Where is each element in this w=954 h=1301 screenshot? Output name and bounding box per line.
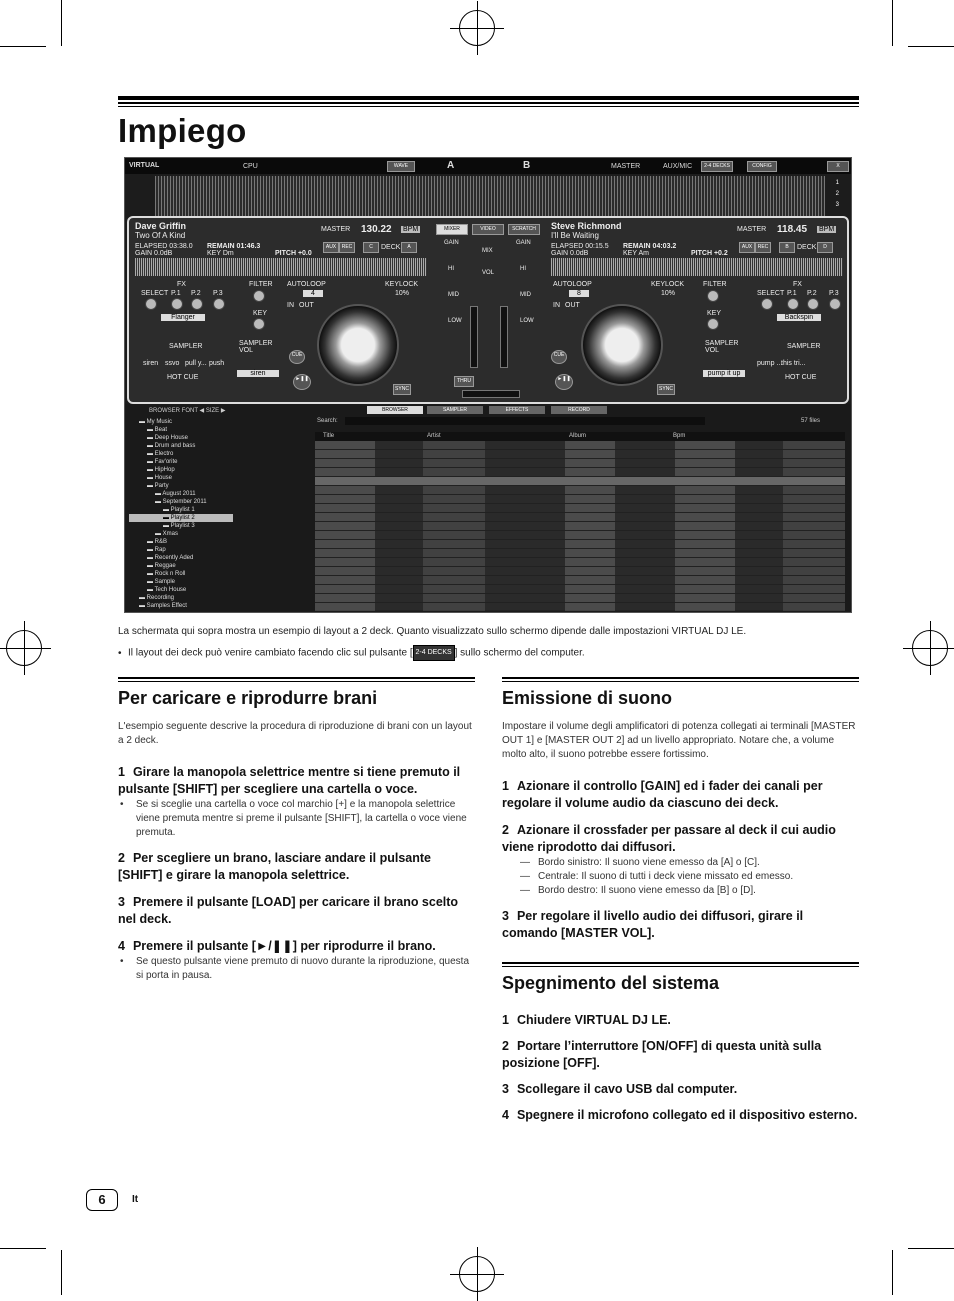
fx-effect-name: Flanger: [161, 314, 205, 321]
cpu-meter: CPU: [243, 163, 258, 170]
section-shutdown: [502, 962, 859, 1124]
table-row[interactable]: [315, 603, 845, 612]
col-title[interactable]: Title: [323, 433, 335, 439]
key-knob[interactable]: [707, 318, 719, 330]
app-logo: VIRTUAL: [129, 162, 160, 169]
table-row[interactable]: [315, 594, 845, 603]
sample-2[interactable]: ssvo: [165, 360, 180, 367]
folder-item[interactable]: ▬ Playlist 3: [163, 523, 195, 529]
gain-readout: GAIN 0.0dB: [551, 250, 589, 257]
keylock-label: KEYLOCK: [385, 281, 419, 288]
track-rows: [315, 441, 845, 613]
elapsed: ELAPSED 00:15.5: [551, 243, 609, 250]
registration-mark: [912, 630, 948, 666]
note-after: ] sullo schermo del computer.: [454, 647, 585, 659]
col-artist[interactable]: Artist: [427, 433, 441, 439]
folder-item[interactable]: ▬ Playlist 1: [163, 507, 195, 513]
master-label: MASTER: [611, 163, 641, 170]
note-before: Il layout dei deck può venire cambiato facendo clic sul pulsante [: [128, 647, 413, 659]
crossfader-center: — Centrale: Il suono di tutti i deck viene missato ed emesso.: [502, 870, 859, 884]
hi-label: HI: [520, 266, 526, 272]
deck-left-bpm: 130.22: [361, 224, 392, 235]
table-row[interactable]: [315, 567, 845, 576]
rec-button[interactable]: REC: [339, 242, 355, 253]
table-row[interactable]: [315, 612, 845, 613]
tab-video[interactable]: VIDEO: [472, 224, 504, 235]
shutdown-step-2: [502, 1038, 859, 1072]
remain: REMAIN 04:03.2: [623, 243, 677, 250]
waveform-overview: [155, 176, 825, 216]
step-number: 3: [502, 909, 509, 923]
play-pause-button[interactable]: ►❚❚: [555, 374, 573, 390]
folder-item[interactable]: ▬ Recording: [139, 595, 175, 601]
table-row[interactable]: [315, 558, 845, 567]
sampler-label: SAMPLER: [787, 343, 821, 350]
col-bpm[interactable]: Bpm: [673, 433, 686, 439]
crossfader-left: — Bordo sinistro: Il suono viene emesso da [A] o [C].: [502, 856, 859, 870]
sync-button[interactable]: SYNC: [657, 384, 675, 395]
fx-p1-label: P.1: [171, 290, 181, 297]
gain-label: GAIN: [444, 240, 459, 246]
step-number: 3: [118, 895, 125, 909]
sample-1[interactable]: siren: [143, 360, 159, 367]
remain: REMAIN 01:46.3: [207, 243, 261, 250]
crop-mark: [892, 0, 893, 46]
table-row[interactable]: [315, 513, 845, 522]
jog-wheel[interactable]: [317, 304, 399, 386]
intro-text: Impostare il volume degli amplificatori di potenza collegati ai terminali [MASTER OUT 1] e [MASTER OUT 2] ad un livello appropriato. Notare che, a volume molto alto, il suono potrebbe essere fortissimo.: [502, 721, 856, 760]
folder-item[interactable]: ▬ Xmas: [155, 531, 179, 537]
key-readout: KEY Am: [623, 250, 649, 257]
tab-mixer[interactable]: MIXER: [436, 224, 468, 235]
deck-right-track: I'll Be Waiting: [551, 231, 599, 240]
step-text: Azionare il controllo [GAIN] ed i fader dei canali per regolare il volume audio da ciascuno dei deck.: [502, 779, 823, 810]
gain-label: GAIN: [516, 240, 531, 246]
fx-p2-label: P.2: [191, 290, 201, 297]
crossfader[interactable]: [462, 390, 520, 398]
auxmic-label: AUX/MIC: [663, 163, 693, 170]
gain-readout: GAIN 0.0dB: [135, 250, 173, 257]
section-heading: Per caricare e riprodurre brani: [118, 688, 378, 708]
shutdown-step-4: [502, 1107, 859, 1124]
deck-c-button[interactable]: C: [363, 242, 379, 253]
step-number: 4: [502, 1108, 509, 1122]
deck-d-button[interactable]: D: [817, 242, 833, 253]
step-3: [502, 908, 859, 942]
table-row[interactable]: [315, 477, 845, 486]
fx-p3-label: P.3: [829, 290, 839, 297]
browser-panel: [125, 404, 851, 612]
folder-item[interactable]: ▬ September 2011: [155, 499, 207, 505]
autoloop-label: AUTOLOOP: [553, 281, 592, 288]
step-number: 1: [118, 765, 125, 779]
deck-left-track: Two Of A Kind: [135, 231, 186, 240]
crop-mark: [0, 1248, 46, 1249]
key-label: KEY: [707, 310, 722, 317]
step-4: [118, 938, 475, 955]
step-1: [118, 764, 475, 798]
step-text: Scollegare il cavo USB dal computer.: [516, 1082, 738, 1096]
step-text: Portare l’interruttore [ON/OFF] di questa unità sulla posizione [OFF].: [502, 1039, 822, 1070]
loop-length[interactable]: 4: [303, 290, 323, 297]
registration-mark: [459, 10, 495, 46]
browser-font-label: BROWSER FONT ◀ SIZE ▶: [149, 408, 226, 414]
hot-cue-label: HOT CUE: [785, 374, 817, 381]
table-row[interactable]: [315, 576, 845, 585]
step-number: 1: [502, 779, 509, 793]
virtualdj-screenshot: [124, 157, 852, 613]
step-number: 2: [502, 1039, 509, 1053]
hi-label: HI: [448, 266, 454, 272]
fx-p3-knob[interactable]: [213, 298, 225, 310]
tab-record[interactable]: RECORD: [551, 406, 607, 414]
folder-item[interactable]: ▬ Drum and bass: [147, 443, 196, 449]
crop-mark: [908, 1248, 954, 1249]
step-number: 2: [118, 851, 125, 865]
section-rule: [502, 681, 859, 682]
crossfader-right: — Bordo destro: Il suono viene emesso da [B] o [D].: [502, 884, 859, 898]
sample-2[interactable]: this tri...: [781, 360, 806, 367]
jog-wheel[interactable]: [581, 304, 663, 386]
tab-browser[interactable]: BROWSER: [367, 406, 423, 414]
fx-p2-label: P.2: [807, 290, 817, 297]
tab-scratch[interactable]: SCRATCH: [508, 224, 540, 235]
folder-item[interactable]: ▬ Electro: [147, 451, 174, 457]
table-row[interactable]: [315, 540, 845, 549]
step-text: Spegnere il microfono collegato ed il dispositivo esterno.: [516, 1108, 858, 1122]
filter-knob[interactable]: [253, 290, 265, 302]
page-title: Impiego: [118, 112, 247, 149]
section-rule: [502, 966, 859, 967]
section-heading: Emissione di suono: [502, 688, 673, 708]
fx-select-knob[interactable]: [145, 298, 157, 310]
step-2: [502, 822, 859, 856]
aux-button[interactable]: AUX: [323, 242, 339, 253]
deck-label: DECK: [797, 244, 817, 251]
deck-left-artist: Dave Griffin: [135, 221, 187, 231]
fx-label: FX: [177, 281, 186, 288]
play-pause-button[interactable]: ►❚❚: [293, 374, 311, 390]
fx-p3-knob[interactable]: [829, 298, 841, 310]
folder-item[interactable]: ▬ August 2011: [155, 491, 196, 497]
mid-label: MID: [448, 292, 459, 298]
fx-select-label: SELECT: [757, 290, 785, 297]
page-2[interactable]: 2: [835, 191, 839, 197]
thru-button[interactable]: THRU: [454, 376, 474, 387]
low-label: LOW: [448, 318, 462, 324]
pitch-range: 10%: [661, 290, 676, 297]
step-text: Azionare il crossfader per passare al deck il cui audio viene riprodotto dai diffusori.: [502, 823, 836, 854]
sample-3[interactable]: pull y...: [185, 360, 207, 367]
crop-mark: [908, 46, 954, 47]
deck-area: [127, 216, 849, 404]
vol-label: VOL: [482, 270, 495, 276]
pitch-readout: PITCH +0.0: [275, 250, 312, 257]
step-text: Per regolare il livello audio dei diffusori, girare il comando [MASTER VOL].: [502, 909, 804, 940]
deck-a-button[interactable]: A: [401, 242, 417, 253]
fx-p1-knob[interactable]: [787, 298, 799, 310]
step-3: [118, 894, 475, 928]
sampler-select[interactable]: siren: [237, 370, 279, 377]
keylock-label: KEYLOCK: [651, 281, 685, 288]
pitch-readout: PITCH +0.2: [691, 250, 728, 257]
sampler-vol-label: SAMPLER VOL: [239, 340, 273, 354]
table-row[interactable]: [315, 459, 845, 468]
step-text: Chiudere VIRTUAL DJ LE.: [516, 1013, 671, 1027]
key-readout: KEY Dm: [207, 250, 234, 257]
decks-button[interactable]: 2-4 DECKS: [701, 161, 733, 172]
registration-mark: [6, 630, 42, 666]
shutdown-step-3: [502, 1081, 859, 1098]
mix-label: MIX: [482, 248, 493, 254]
cue-button[interactable]: CUE: [551, 350, 567, 364]
folder-item[interactable]: ▬ Recently Aded: [147, 555, 194, 561]
intro-text: L'esempio seguente descrive la procedura di riproduzione di brani con un layout a 2 deck.: [118, 721, 472, 746]
section-rule: [502, 677, 859, 679]
folder-item[interactable]: ▬ Rap: [147, 547, 166, 553]
crop-mark: [61, 0, 62, 46]
col-album[interactable]: Album: [569, 433, 587, 439]
step-text: Per scegliere un brano, lasciare andare il pulsante [SHIFT] e girare la manopola selettrice.: [118, 851, 431, 882]
deck-right-bpm: 118.45: [777, 224, 808, 235]
track-list[interactable]: [315, 432, 845, 610]
key-label: KEY: [253, 310, 268, 317]
folder-item[interactable]: ▬ My Music: [139, 419, 172, 425]
step-number: 2: [502, 823, 509, 837]
cue-button[interactable]: CUE: [289, 350, 305, 364]
filter-label: FILTER: [249, 281, 273, 288]
table-row[interactable]: [315, 441, 845, 450]
fx-select-label: SELECT: [141, 290, 169, 297]
step-1-bullet: • Se si sceglie una cartella o voce col marchio [+] e la manopola selettrice viene premuta mentre si preme il pulsante [SHIFT], la cartella o voce viene premuta.: [118, 798, 475, 840]
table-row[interactable]: [315, 486, 845, 495]
autoloop-label: AUTOLOOP: [287, 281, 326, 288]
layout-note: [118, 645, 585, 661]
registration-mark: [459, 1256, 495, 1292]
loop-in-label: IN: [287, 302, 294, 309]
deck-label: DECK: [381, 244, 401, 251]
search-input[interactable]: [345, 417, 705, 425]
loop-in-label: IN: [553, 302, 560, 309]
browser-size: SIZE: [205, 408, 220, 414]
deck-left: [131, 218, 431, 402]
wave-button[interactable]: WAVE: [387, 161, 415, 172]
sampler-select[interactable]: pump it up: [703, 370, 745, 377]
key-knob[interactable]: [253, 318, 265, 330]
folder-item[interactable]: ▬ Party: [147, 483, 169, 489]
language-code: It: [132, 1194, 139, 1205]
channel-fader[interactable]: [500, 306, 508, 368]
step-number: 3: [502, 1082, 509, 1096]
fx-select-knob[interactable]: [761, 298, 773, 310]
table-row[interactable]: [315, 495, 845, 504]
sample-1[interactable]: pump ...: [757, 360, 783, 367]
page-3[interactable]: 3: [835, 202, 839, 208]
step-1: [502, 778, 859, 812]
filter-knob[interactable]: [707, 290, 719, 302]
section-load-play: [118, 677, 475, 983]
step-number: 4: [118, 939, 125, 953]
section-rule: [118, 677, 475, 679]
crossfader-a-label: A: [447, 160, 455, 171]
deck-right-waveform: [551, 258, 843, 276]
fx-effect-name: Backspin: [777, 314, 821, 321]
deck-left-waveform: [135, 258, 427, 276]
folder-item[interactable]: ▬ Tech House: [147, 587, 187, 593]
page-1[interactable]: 1: [835, 180, 839, 186]
table-row[interactable]: [315, 504, 845, 513]
folder-item[interactable]: ▬ Deep House: [147, 435, 189, 441]
bpm-label: BPM: [403, 226, 419, 233]
folder-item[interactable]: ▬ Reggae: [147, 563, 176, 569]
page-number: 6: [86, 1189, 118, 1211]
loop-out-label: OUT: [299, 302, 314, 309]
folder-item[interactable]: ▬ Fav'orite: [147, 459, 178, 465]
table-row[interactable]: [315, 585, 845, 594]
folder-item[interactable]: ▬ HipHop: [147, 467, 175, 473]
search-label: Search:: [317, 418, 338, 424]
folder-item[interactable]: ▬ Beat: [147, 427, 168, 433]
mixer-panel: [434, 222, 542, 402]
config-button[interactable]: CONFIG: [747, 161, 777, 172]
table-row[interactable]: [315, 522, 845, 531]
folder-item[interactable]: ▬ Playlist 2: [129, 514, 233, 522]
sampler-vol-label: SAMPLER VOL: [705, 340, 739, 354]
step-4-bullet: • Se questo pulsante viene premuto di nuovo durante la riproduzione, questa si porta in pausa.: [118, 955, 475, 983]
table-row[interactable]: [315, 549, 845, 558]
master-label: MASTER: [737, 226, 767, 233]
section-heading: Spegnimento del sistema: [502, 973, 720, 993]
sampler-label: SAMPLER: [169, 343, 203, 350]
pitch-range: 10%: [395, 290, 410, 297]
section-rule: [118, 681, 475, 682]
elapsed: ELAPSED 03:38.0: [135, 243, 193, 250]
low-label: LOW: [520, 318, 534, 324]
crossfader-b-label: B: [523, 160, 531, 171]
sync-button[interactable]: SYNC: [393, 384, 411, 395]
tab-sampler[interactable]: SAMPLER: [427, 406, 483, 414]
step-text: Premere il pulsante [►/❚❚] per riprodurre il brano.: [132, 939, 436, 953]
shutdown-step-1: [502, 1012, 859, 1029]
deck-b-button[interactable]: B: [779, 242, 795, 253]
sample-4[interactable]: push: [209, 360, 225, 367]
fx-p1-knob[interactable]: [171, 298, 183, 310]
channel-fader[interactable]: [470, 306, 478, 368]
fx-p3-label: P.3: [213, 290, 223, 297]
file-count: 57 files: [801, 418, 821, 424]
track-list-header: [315, 432, 845, 441]
crop-mark: [892, 1250, 893, 1295]
folder-item[interactable]: ▬ Samples Effect: [139, 603, 187, 609]
section-rule: [502, 962, 859, 964]
table-row[interactable]: [315, 468, 845, 477]
fx-p2-knob[interactable]: [807, 298, 819, 310]
crop-mark: [0, 46, 46, 47]
app-topbar: [125, 158, 851, 174]
table-row[interactable]: [315, 450, 845, 459]
decks-button-icon: 2-4 DECKS: [413, 645, 455, 661]
deck-right-artist: Steve Richmond: [551, 221, 622, 231]
deck-right: [547, 218, 847, 402]
bpm-label: BPM: [819, 226, 835, 233]
folder-item[interactable]: ▬ Rock n Roll: [147, 571, 186, 577]
step-text: Premere il pulsante [LOAD] per caricare il brano scelto nel deck.: [118, 895, 459, 926]
tab-effects[interactable]: EFFECTS: [489, 406, 545, 414]
title-rule: [118, 96, 859, 109]
step-text: Girare la manopola selettrice mentre si tiene premuto il pulsante [SHIFT] per scegliere una cartella o voce.: [118, 765, 461, 796]
filter-label: FILTER: [703, 281, 727, 288]
folder-item[interactable]: ▬ R&B: [147, 539, 168, 545]
mid-label: MID: [520, 292, 531, 298]
page-selector[interactable]: [836, 178, 839, 211]
browser-font: BROWSER FONT: [149, 408, 198, 414]
close-icon[interactable]: X: [827, 161, 849, 172]
master-label: MASTER: [321, 226, 351, 233]
loop-length[interactable]: 8: [569, 290, 589, 297]
rec-button[interactable]: REC: [755, 242, 771, 253]
fx-label: FX: [793, 281, 802, 288]
section-sound-output: [502, 677, 859, 1124]
bullet: •: [118, 647, 122, 659]
aux-button[interactable]: AUX: [739, 242, 755, 253]
crop-mark: [61, 1250, 62, 1295]
step-number: 1: [502, 1013, 509, 1027]
folder-item[interactable]: ▬ Sample: [147, 579, 176, 585]
fx-p2-knob[interactable]: [191, 298, 203, 310]
fx-p1-label: P.1: [787, 290, 797, 297]
hot-cue-label: HOT CUE: [167, 374, 199, 381]
table-row[interactable]: [315, 531, 845, 540]
screenshot-caption: La schermata qui sopra mostra un esempio di layout a 2 deck. Quanto visualizzato sullo schermo dipende dalle impostazioni VIRTUAL DJ LE.: [118, 626, 747, 637]
loop-out-label: OUT: [565, 302, 580, 309]
step-2: [118, 850, 475, 884]
folder-tree[interactable]: [129, 418, 301, 608]
folder-item[interactable]: ▬ House: [147, 475, 173, 481]
